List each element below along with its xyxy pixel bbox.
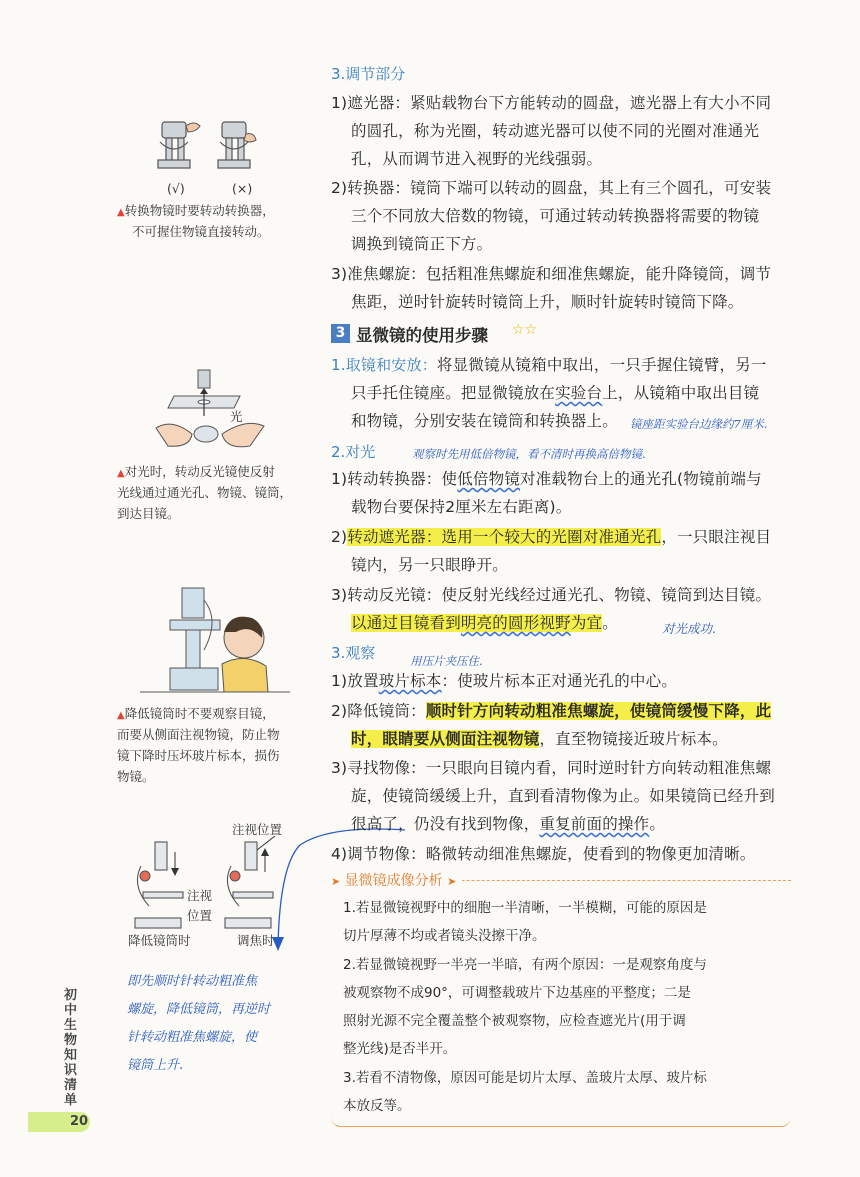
text-line: 只手托住镜座。把显微镜放在实验台上，从镜箱中取出目镜 bbox=[351, 384, 760, 402]
handwritten-note: 观察时先用低倍物镜，看不清时再换高倍物镜. bbox=[412, 447, 646, 461]
side-caption-line: 物镜。 bbox=[117, 769, 155, 784]
analysis-line: 3.若看不清物像，原因可能是切片太厚、盖玻片太厚、玻片标 bbox=[343, 1070, 707, 1086]
focus-position-label-mid: 注视 bbox=[187, 888, 213, 903]
step-heading: 1.取镜和安放： bbox=[331, 356, 437, 374]
text-line: 三个不同放大倍数的物镜，可通过转动转换器将需要的物镜 bbox=[351, 207, 760, 225]
triangle-icon: ▲ bbox=[117, 207, 125, 218]
text-line: 2)降低镜筒：顺时针方向转动粗准焦螺旋，使镜筒缓慢下降，此 bbox=[331, 702, 772, 720]
converter-wrong-label: (×) bbox=[232, 181, 253, 196]
side-caption-line: 而要从侧面注视物镜，防止物 bbox=[117, 727, 280, 742]
analysis-line: 1.若显微镜视野中的细胞一半清晰，一半模糊，可能的原因是 bbox=[343, 900, 707, 916]
step-heading: 3.观察 bbox=[331, 644, 376, 662]
mirror-caption-line: ▲对光时，转动反光镜使反射 bbox=[117, 464, 275, 479]
mirror-light-illustration bbox=[150, 368, 270, 458]
text-line: 1)转动转换器：使低倍物镜对准载物台上的通光孔(物镜前端与 bbox=[331, 470, 762, 488]
side-title: 初中生物知识清单 bbox=[64, 988, 78, 1108]
focus-position-label: 注视位置 bbox=[232, 822, 283, 837]
text-line: 3)寻找物像：一只眼向目镜内看，同时逆时针方向转动粗准焦螺 bbox=[331, 759, 772, 777]
analysis-line: 整光线)是否半开。 bbox=[343, 1041, 457, 1057]
focus-position-label-mid: 位置 bbox=[187, 908, 213, 923]
converter-correct-label: (√) bbox=[167, 181, 185, 196]
text-line: 调换到镜筒正下方。 bbox=[351, 235, 493, 253]
topic-number-badge: 3 bbox=[331, 324, 350, 343]
focusing-label: 调焦时 bbox=[237, 933, 275, 948]
analysis-title: ➤ 显微镜成像分析 ➤ bbox=[331, 870, 462, 890]
mirror-caption-line: 光线通过通光孔、物镜、镜筒， bbox=[117, 485, 293, 500]
triangle-icon: ▲ bbox=[117, 710, 125, 721]
converter-caption-line: 不可握住物镜直接转动。 bbox=[132, 224, 270, 239]
mirror-caption-line: 到达目镜。 bbox=[117, 506, 180, 521]
text-line: 时，眼睛要从侧面注视物镜，直至物镜接近玻片标本。 bbox=[351, 730, 728, 748]
analysis-line: 本放反等。 bbox=[343, 1098, 411, 1114]
text-line: 焦距，逆时针旋转时镜筒上升，顺时针旋转时镜筒下降。 bbox=[351, 293, 744, 311]
analysis-line: 切片厚薄不均或者镜头没擦干净。 bbox=[343, 928, 546, 944]
text-line: 2)转动遮光器：选用一个较大的光圈对准通光孔，一只眼注视目 bbox=[331, 528, 772, 546]
text-line: 和物镜，分别安装在镜筒和转换器上。 bbox=[351, 412, 618, 430]
text-line: 3)准焦螺旋：包括粗准焦螺旋和细准焦螺旋，能升降镜筒，调节 bbox=[331, 265, 772, 283]
text-line: 旋，使镜筒缓缓上升，直到看清物像为止。如果镜筒已经升到 bbox=[351, 787, 775, 805]
handwritten-note: 镜座距实验台边缘约7厘米. bbox=[630, 417, 768, 431]
text-line: 很高了，仍没有找到物像，重复前面的操作。 bbox=[351, 815, 666, 833]
light-label: 光 bbox=[230, 409, 243, 424]
text-line: 4)调节物像：略微转动细准焦螺旋，使看到的物像更加清晰。 bbox=[331, 845, 756, 863]
handwritten-note: 螺旋，降低镜筒，再逆时 bbox=[127, 1002, 271, 1017]
text-line: 1)遮光器：紧贴载物台下方能转动的圆盘，遮光器上有大小不同 bbox=[331, 94, 772, 112]
converter-illustration bbox=[150, 112, 260, 182]
side-caption-line: 镜下降时压坏玻片标本，损伤 bbox=[117, 748, 280, 763]
handwritten-note: 对光成功. bbox=[662, 621, 716, 636]
converter-caption-line: ▲转换物镜时要转动转换器， bbox=[117, 203, 275, 218]
triangle-icon: ▲ bbox=[117, 468, 125, 479]
topic-title: 显微镜的使用步骤 bbox=[356, 326, 488, 345]
step-heading: 2.对光 bbox=[331, 443, 376, 461]
handwritten-note: 用压片夹压住. bbox=[410, 654, 483, 668]
text-line: 1.取镜和安放：将显微镜从镜箱中取出，一只手握住镜臂，另一 bbox=[331, 356, 767, 374]
text-line: 镜内，另一只眼睁开。 bbox=[351, 556, 509, 574]
text-line: 3)转动反光镜：使反射光线经过通光孔、物镜、镜筒到达目镜。 bbox=[331, 586, 772, 604]
analysis-line: 被观察物不成90°，可调整载玻片下边基座的平整度；二是 bbox=[343, 985, 691, 1001]
handwritten-note: 即先顺时针转动粗准焦 bbox=[127, 974, 258, 989]
side-caption-line: ▲降低镜筒时不要观察目镜， bbox=[117, 706, 275, 721]
arrow-icon: ➤ bbox=[331, 875, 341, 888]
text-line: 2)转换器：镜筒下端可以转动的圆盘，其上有三个圆孔，可安装 bbox=[331, 179, 772, 197]
analysis-line: 2.若显微镜视野一半亮一半暗，有两个原因：一是观察角度与 bbox=[343, 957, 707, 973]
side-observation-illustration bbox=[140, 580, 290, 698]
handwritten-note: 镜筒上升. bbox=[127, 1058, 184, 1073]
text-line: 孔，从而调节进入视野的光线强弱。 bbox=[351, 150, 603, 168]
text-line: 以通过目镜看到明亮的圆形视野为宜。 bbox=[351, 614, 618, 632]
analysis-line: 照射光源不完全覆盖整个被观察物，应检查遮光片(用于调 bbox=[343, 1013, 686, 1029]
page-number: 20 bbox=[70, 1114, 89, 1129]
handwritten-note: 针转动粗准焦螺旋，使 bbox=[127, 1030, 258, 1045]
lower-tube-label: 降低镜筒时 bbox=[128, 933, 191, 948]
star-icon: ☆☆ bbox=[512, 322, 538, 338]
arrow-icon: ➤ bbox=[447, 875, 457, 888]
section-heading-adjust: 3.调节部分 bbox=[331, 65, 406, 83]
text-line: 的圆孔，称为光圈，转动遮光器可以使不同的光圈对准通光 bbox=[351, 122, 760, 140]
text-line: 1)放置玻片标本：使玻片标本正对通光孔的中心。 bbox=[331, 672, 678, 690]
text-line: 载物台要保持2厘米左右距离)。 bbox=[351, 498, 572, 516]
